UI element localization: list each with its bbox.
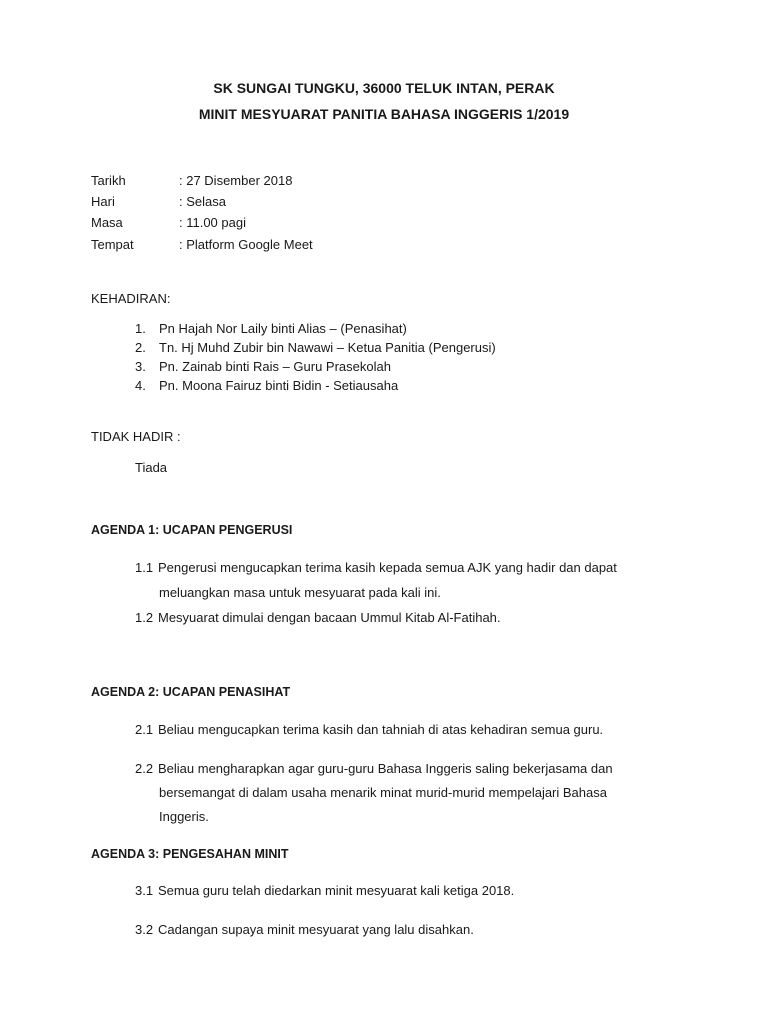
agenda-1-item-1-text-cont: meluangkan masa untuk mesyuarat pada kali ini. <box>159 585 441 600</box>
info-label-tempat: Tempat <box>91 237 134 252</box>
kehadiran-heading: KEHADIRAN: <box>91 291 171 306</box>
attendee-name: Pn Hajah Nor Laily binti Alias – (Penasihat) <box>159 321 407 336</box>
info-label-hari: Hari <box>91 194 115 209</box>
agenda-2-item-2-text-cont: bersemangat di dalam usaha menarik minat murid-murid mempelajari Bahasa <box>159 785 607 800</box>
info-value-hari: : Selasa <box>179 194 226 209</box>
info-label-masa: Masa <box>91 215 123 230</box>
agenda-3-item-2-text: Cadangan supaya minit mesyuarat yang lalu disahkan. <box>158 922 474 937</box>
agenda-1-item-2-number: 1.2 <box>135 610 154 625</box>
agenda-2-heading: AGENDA 2: UCAPAN PENASIHAT <box>91 685 291 699</box>
agenda-3-item-1-text: Semua guru telah diedarkan minit mesyuarat kali ketiga 2018. <box>158 883 515 898</box>
attendee-number: 1. <box>135 321 146 336</box>
info-value-masa: : 11.00 pagi <box>179 215 246 230</box>
attendee-number: 2. <box>135 340 146 355</box>
agenda-2-item-2-text: Beliau mengharapkan agar guru-guru Bahasa Inggeris saling bekerjasama dan <box>158 761 613 776</box>
attendee-number: 3. <box>135 359 146 374</box>
tidak-hadir-heading: TIDAK HADIR : <box>91 429 181 444</box>
agenda-1-item-2-text: Mesyuarat dimulai dengan bacaan Ummul Kitab Al-Fatihah. <box>158 610 501 625</box>
agenda-3-item-2-number: 3.2 <box>135 922 154 937</box>
agenda-2-item-1-number: 2.1 <box>135 722 154 737</box>
attendee-name: Tn. Hj Muhd Zubir bin Nawawi – Ketua Panitia (Pengerusi) <box>159 340 496 355</box>
info-label-tarikh: Tarikh <box>91 173 126 188</box>
agenda-2-item-1-text: Beliau mengucapkan terima kasih dan tahniah di atas kehadiran semua guru. <box>158 722 604 737</box>
agenda-2-item-2-text-cont: Inggeris. <box>159 809 209 824</box>
school-title: SK SUNGAI TUNGKU, 36000 TELUK INTAN, PERAK <box>213 80 555 96</box>
attendee-name: Pn. Zainab binti Rais – Guru Prasekolah <box>159 359 391 374</box>
info-value-tempat: : Platform Google Meet <box>179 237 313 252</box>
agenda-3-item-1-number: 3.1 <box>135 883 154 898</box>
tidak-hadir-value: Tiada <box>135 460 168 475</box>
agenda-3-heading: AGENDA 3: PENGESAHAN MINIT <box>91 847 289 861</box>
agenda-1-item-1-text: Pengerusi mengucapkan terima kasih kepada semua AJK yang hadir dan dapat <box>158 560 617 575</box>
info-value-tarikh: : 27 Disember 2018 <box>179 173 293 188</box>
agenda-1-heading: AGENDA 1: UCAPAN PENGERUSI <box>91 523 293 537</box>
agenda-1-item-1-number: 1.1 <box>135 560 154 575</box>
agenda-2-item-2-number: 2.2 <box>135 761 154 776</box>
attendee-name: Pn. Moona Fairuz binti Bidin - Setiausaha <box>159 378 399 393</box>
minutes-title: MINIT MESYUARAT PANITIA BAHASA INGGERIS 1/2019 <box>198 106 570 122</box>
attendee-number: 4. <box>135 378 146 393</box>
